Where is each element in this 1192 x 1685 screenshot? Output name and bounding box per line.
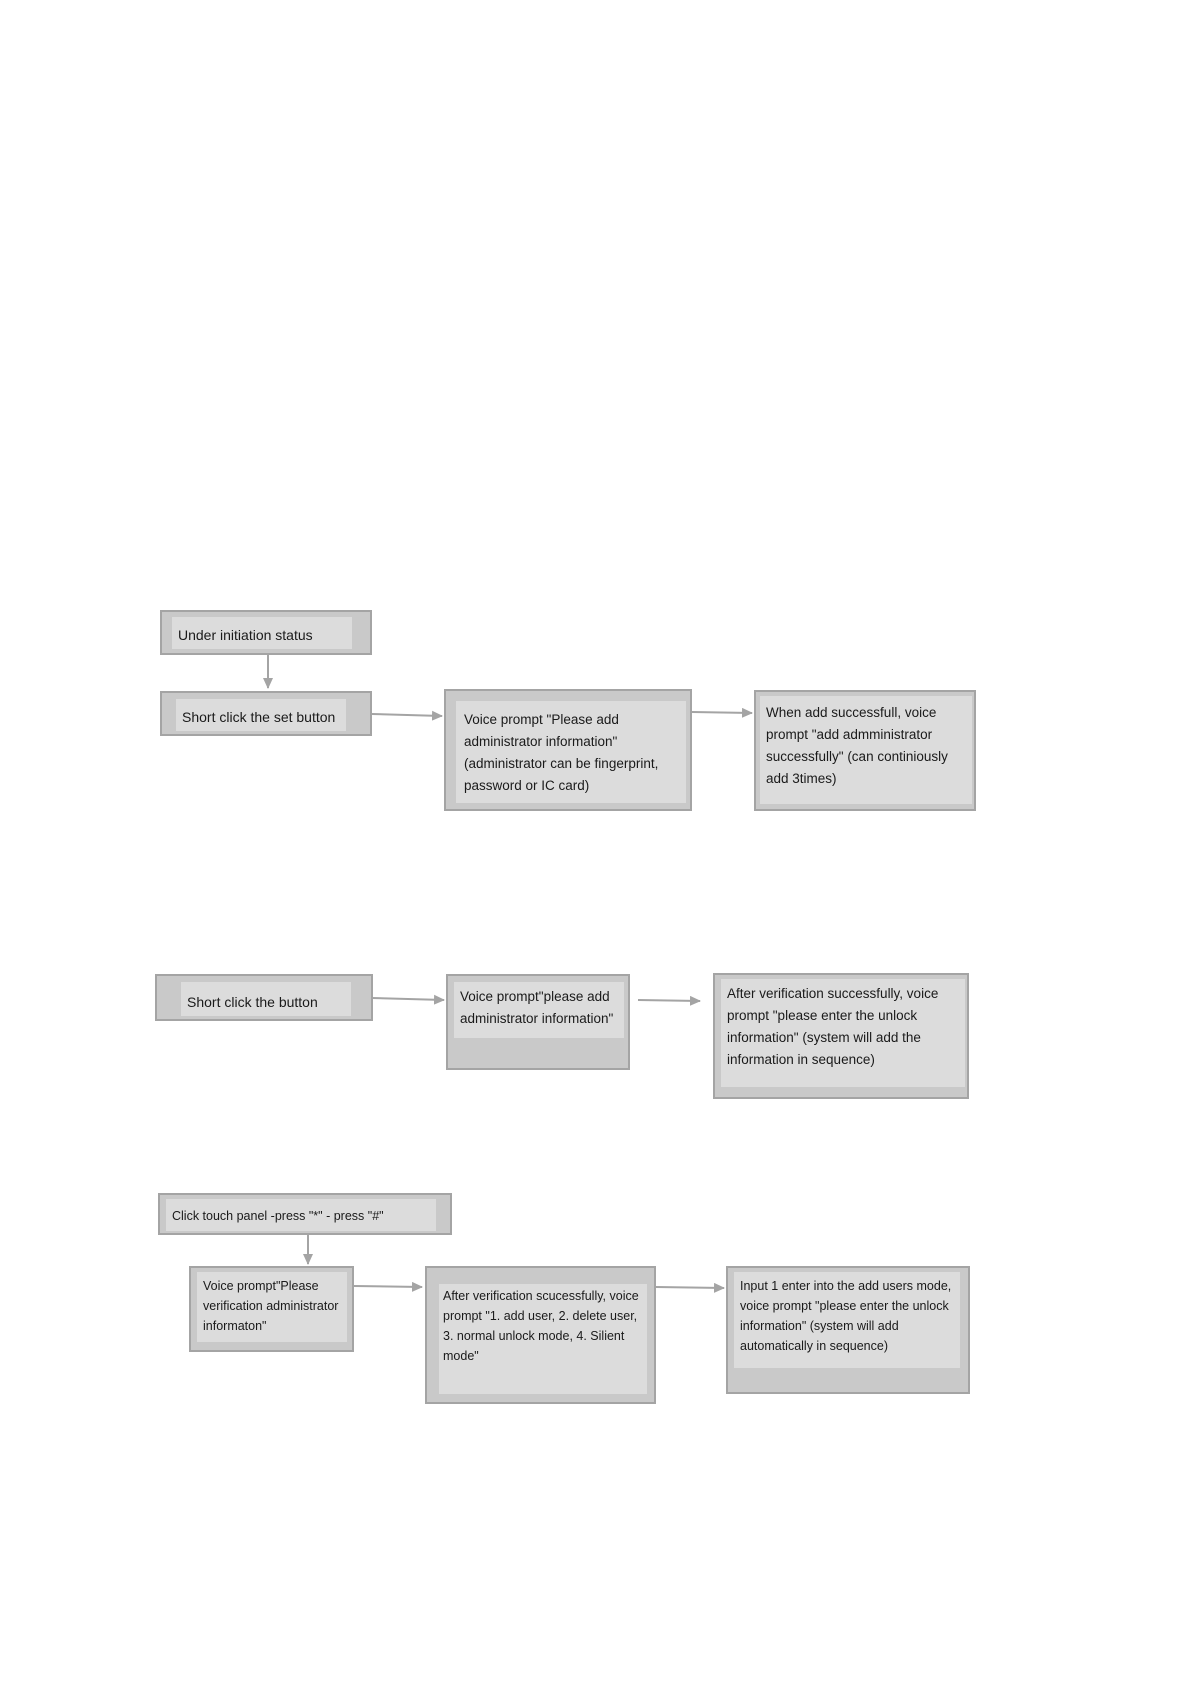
box-initiation-status-label: Under initiation status [172,617,352,649]
box-short-click-set-button-label: Short click the set button [176,699,346,731]
box-after-verification-unlock [713,973,969,1099]
box-after-verification-unlock-label: After verification successfully, voice prompt "please enter the unlock information" (system will add the information in sequence) [721,979,965,1087]
box-verification-menu [425,1266,656,1404]
box-voice-prompt-verify-admin [189,1266,354,1352]
box-add-admin-success [754,690,976,811]
box-verification-menu-label: After verification scucessfully, voice prompt "1. add user, 2. delete user, 3. normal unlock mode, 4. Silient mode" [439,1284,647,1394]
box-short-click-set-button [160,691,372,736]
arrow-voice-prompt-to-verification [638,1000,700,1001]
arrow-short-click-to-voice-prompt-2 [372,998,444,1000]
box-click-touch-panel-label: Click touch panel -press "*" - press "#" [166,1199,436,1231]
box-short-click-button-label: Short click the button [181,982,351,1016]
arrow-menu-to-input-1 [656,1287,724,1288]
box-input-1-add-users-label: Input 1 enter into the add users mode, voice prompt "please enter the unlock information" (system will add automatically in sequence) [734,1272,960,1368]
box-input-1-add-users [726,1266,970,1394]
box-short-click-button [155,974,373,1021]
arrow-short-click-to-voice-prompt [372,714,442,716]
arrow-voice-prompt-to-menu [354,1286,422,1287]
box-add-admin-success-label: When add successfull, voice prompt "add admministrator successfully" (can continiously add 3times) [760,696,972,804]
box-voice-prompt-add-admin-label: Voice prompt "Please add administrator information" (administrator can be fingerprint, password or IC card) [456,701,686,803]
box-voice-prompt-add-admin [444,689,692,811]
box-click-touch-panel [158,1193,452,1235]
box-initiation-status [160,610,372,655]
box-voice-prompt-verify-admin-label: Voice prompt"Please verification administrator informaton" [197,1272,347,1342]
box-voice-prompt-add-admin-2-label: Voice prompt"please add administrator information" [454,982,624,1038]
box-voice-prompt-add-admin-2 [446,974,630,1070]
arrow-voice-prompt-to-success [692,712,752,713]
